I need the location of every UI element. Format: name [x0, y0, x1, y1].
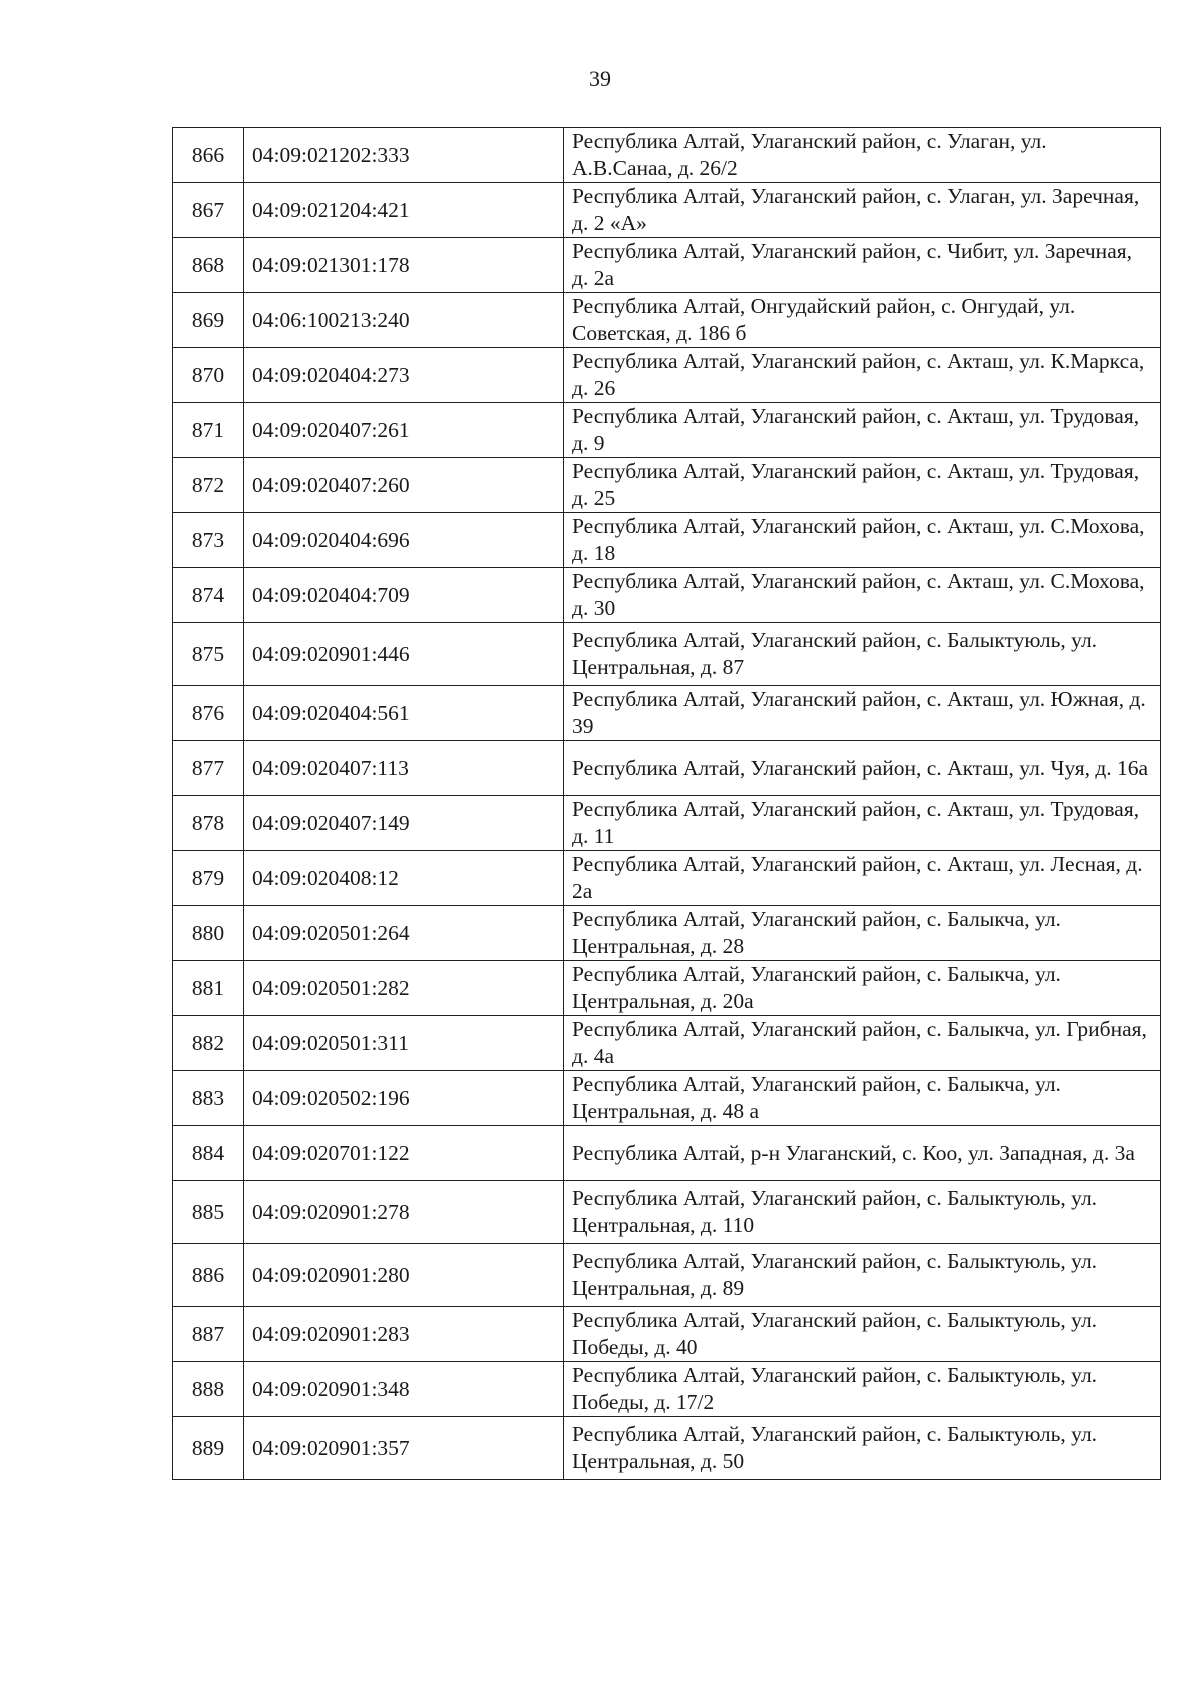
property-address: Республика Алтай, Улаганский район, с. Балыктуюль, ул. Победы, д. 40 [564, 1307, 1161, 1362]
table-row [173, 513, 1161, 568]
table-row [173, 961, 1161, 1016]
row-number: 867 [173, 183, 244, 238]
row-number: 888 [173, 1362, 244, 1417]
property-address: Республика Алтай, Улаганский район, с. Акташ, ул. К.Маркса, д. 26 [564, 348, 1161, 403]
cadastral-number: 04:09:020901:348 [244, 1362, 564, 1417]
page-number: 39 [589, 66, 611, 91]
cadastral-number: 04:06:100213:240 [244, 293, 564, 348]
property-address: Республика Алтай, Улаганский район, с. Балыктуюль, ул. Центральная, д. 110 [564, 1181, 1161, 1244]
table-row [173, 1417, 1161, 1480]
cadastral-number: 04:09:020901:280 [244, 1244, 564, 1307]
cadastral-number: 04:09:020501:282 [244, 961, 564, 1016]
cadastral-number: 04:09:020404:273 [244, 348, 564, 403]
row-number: 886 [173, 1244, 244, 1307]
cadastral-number: 04:09:020404:561 [244, 686, 564, 741]
cadastral-number: 04:09:020901:446 [244, 623, 564, 686]
property-address: Республика Алтай, р-н Улаганский, с. Коо, ул. Западная, д. 3а [564, 1126, 1161, 1181]
cadastral-number: 04:09:020502:196 [244, 1071, 564, 1126]
property-address: Республика Алтай, Улаганский район, с. Балыкча, ул. Центральная, д. 20а [564, 961, 1161, 1016]
row-number: 889 [173, 1417, 244, 1480]
table-row [173, 623, 1161, 686]
table-row [173, 403, 1161, 458]
table-row [173, 741, 1161, 796]
cadastral-number: 04:09:020501:311 [244, 1016, 564, 1071]
table-row [173, 128, 1161, 183]
cadastral-number: 04:09:020404:709 [244, 568, 564, 623]
property-address: Республика Алтай, Улаганский район, с. Улаган, ул. А.В.Санаа, д. 26/2 [564, 128, 1161, 183]
row-number: 869 [173, 293, 244, 348]
table-row [173, 686, 1161, 741]
row-number: 883 [173, 1071, 244, 1126]
property-address: Республика Алтай, Улаганский район, с. Балыктуюль, ул. Победы, д. 17/2 [564, 1362, 1161, 1417]
table-row [173, 293, 1161, 348]
table-row [173, 1244, 1161, 1307]
property-address: Республика Алтай, Улаганский район, с. Балыктуюль, ул. Центральная, д. 87 [564, 623, 1161, 686]
cadastral-number: 04:09:021301:178 [244, 238, 564, 293]
cadastral-number: 04:09:020407:149 [244, 796, 564, 851]
cadastral-number: 04:09:020501:264 [244, 906, 564, 961]
property-address: Республика Алтай, Улаганский район, с. Балыктуюль, ул. Центральная, д. 89 [564, 1244, 1161, 1307]
property-address: Республика Алтай, Улаганский район, с. Акташ, ул. С.Мохова, д. 18 [564, 513, 1161, 568]
property-address: Республика Алтай, Улаганский район, с. Балыкча, ул. Центральная, д. 28 [564, 906, 1161, 961]
table-row [173, 1016, 1161, 1071]
cadastral-number: 04:09:020901:278 [244, 1181, 564, 1244]
row-number: 872 [173, 458, 244, 513]
row-number: 882 [173, 1016, 244, 1071]
cadastral-number: 04:09:020901:357 [244, 1417, 564, 1480]
row-number: 875 [173, 623, 244, 686]
row-number: 876 [173, 686, 244, 741]
table-row [173, 1307, 1161, 1362]
row-number: 877 [173, 741, 244, 796]
property-address: Республика Алтай, Улаганский район, с. Акташ, ул. Трудовая, д. 25 [564, 458, 1161, 513]
table-row [173, 568, 1161, 623]
cadastral-number: 04:09:021202:333 [244, 128, 564, 183]
property-address: Республика Алтай, Улаганский район, с. Акташ, ул. Чуя, д. 16а [564, 741, 1161, 796]
property-address: Республика Алтай, Улаганский район, с. Улаган, ул. Заречная, д. 2 «А» [564, 183, 1161, 238]
cadastral-number: 04:09:020404:696 [244, 513, 564, 568]
table-row [173, 906, 1161, 961]
property-address: Республика Алтай, Улаганский район, с. Акташ, ул. Лесная, д. 2а [564, 851, 1161, 906]
table-row [173, 348, 1161, 403]
row-number: 873 [173, 513, 244, 568]
row-number: 887 [173, 1307, 244, 1362]
table-row [173, 851, 1161, 906]
table-row [173, 1071, 1161, 1126]
row-number: 868 [173, 238, 244, 293]
property-address: Республика Алтай, Улаганский район, с. Балыкча, ул. Центральная, д. 48 а [564, 1071, 1161, 1126]
row-number: 879 [173, 851, 244, 906]
row-number: 871 [173, 403, 244, 458]
property-address: Республика Алтай, Улаганский район, с. Акташ, ул. С.Мохова, д. 30 [564, 568, 1161, 623]
cadastral-number: 04:09:020408:12 [244, 851, 564, 906]
property-address: Республика Алтай, Онгудайский район, с. Онгудай, ул. Советская, д. 186 б [564, 293, 1161, 348]
cadastral-number: 04:09:020901:283 [244, 1307, 564, 1362]
row-number: 874 [173, 568, 244, 623]
row-number: 884 [173, 1126, 244, 1181]
cadastral-number: 04:09:020701:122 [244, 1126, 564, 1181]
property-address: Республика Алтай, Улаганский район, с. Балыкча, ул. Грибная, д. 4а [564, 1016, 1161, 1071]
property-registry-table [172, 127, 1161, 1480]
table-row [173, 796, 1161, 851]
property-address: Республика Алтай, Улаганский район, с. Чибит, ул. Заречная, д. 2а [564, 238, 1161, 293]
row-number: 866 [173, 128, 244, 183]
cadastral-number: 04:09:020407:260 [244, 458, 564, 513]
property-address: Республика Алтай, Улаганский район, с. Акташ, ул. Южная, д. 39 [564, 686, 1161, 741]
table-row [173, 1181, 1161, 1244]
table-row [173, 183, 1161, 238]
row-number: 870 [173, 348, 244, 403]
row-number: 880 [173, 906, 244, 961]
property-address: Республика Алтай, Улаганский район, с. Балыктуюль, ул. Центральная, д. 50 [564, 1417, 1161, 1480]
table-row [173, 458, 1161, 513]
table-row [173, 1362, 1161, 1417]
row-number: 881 [173, 961, 244, 1016]
cadastral-number: 04:09:020407:113 [244, 741, 564, 796]
property-address: Республика Алтай, Улаганский район, с. Акташ, ул. Трудовая, д. 11 [564, 796, 1161, 851]
property-address: Республика Алтай, Улаганский район, с. Акташ, ул. Трудовая, д. 9 [564, 403, 1161, 458]
row-number: 885 [173, 1181, 244, 1244]
row-number: 878 [173, 796, 244, 851]
table-row [173, 238, 1161, 293]
cadastral-number: 04:09:020407:261 [244, 403, 564, 458]
cadastral-number: 04:09:021204:421 [244, 183, 564, 238]
table-row [173, 1126, 1161, 1181]
